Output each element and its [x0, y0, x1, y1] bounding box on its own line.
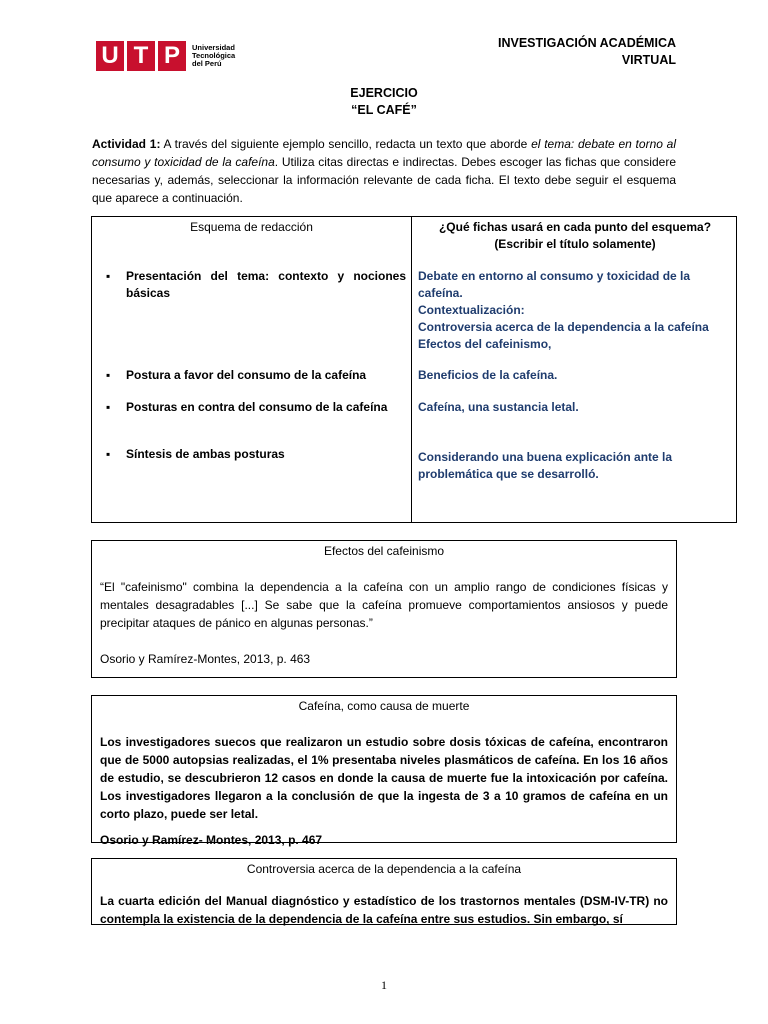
- scheme-answer-presentation: Debate en entorno al consumo y toxicidad de la cafeína. Contextualización: Controversia acerca de la dependencia a la cafeína Efectos del cafeinismo,: [418, 269, 709, 351]
- page-number: 1: [381, 978, 387, 992]
- activity-topic: el tema: debate en torno al consumo y toxicidad de la cafeína: [92, 137, 677, 169]
- scheme-point: ▪ Posturas en contra del consumo de la cafeína: [106, 400, 388, 414]
- card-body: Los investigadores suecos que realizaron un estudio sobre dosis tóxicas de cafeína, encontraron que de 5000 autopsias realizadas, el 1% presentaba niveles plasmáticos de cafeína. En los 16 años de estudio, se descubrieron 12 casos en donde la causa de muerte fue la intoxicación por cafeína. Los investigadores llegaron a la conclusión de que la ingesta de 3 a 10 gramos de cafeína en un corto plazo, puede ser letal.: [100, 735, 668, 821]
- note-card-controversia: [91, 858, 677, 925]
- activity-instructions: Actividad 1: A través del siguiente ejemplo sencillo, redacta un texto que aborde el tema: debate en torno al consumo y toxicidad de la cafeína. Utiliza citas directas e indirectas. Debes escoger las fichas que considere necesarias y, además, seleccionar la información relevante de cada ficha. El texto debe seguir el esquema que aparece a continuación.: [92, 137, 677, 205]
- note-card-cafeina-muerte: [91, 695, 677, 847]
- scheme-point: ▪ Síntesis de ambas posturas: [106, 447, 285, 461]
- scheme-header-left: Esquema de redacción: [190, 220, 313, 234]
- card-title: Cafeína, como causa de muerte: [298, 699, 470, 713]
- scheme-table: [91, 216, 737, 523]
- logo-letter-u: U: [101, 42, 119, 69]
- logo-letter-t: T: [133, 42, 149, 69]
- logo-letter-p: P: [163, 42, 180, 69]
- scheme-answer-favor: Beneficios de la cafeína.: [418, 368, 558, 382]
- page-title: EJERCICIO “EL CAFÉ”: [350, 86, 418, 117]
- logo-text: Universidad Tecnológica del Perú: [192, 43, 236, 68]
- card-citation: Osorio y Ramírez- Montes, 2013, p. 467: [100, 833, 323, 847]
- card-title: Controversia acerca de la dependencia a la cafeína: [246, 862, 522, 876]
- scheme-point: ▪ Presentación del tema: contexto y nociones básicas: [106, 269, 406, 300]
- scheme-header-right: ¿Qué fichas usará en cada punto del esquema? (Escribir el título solamente): [438, 220, 712, 251]
- utp-logo: [96, 40, 235, 72]
- scheme-point: ▪ Postura a favor del consumo de la cafeína: [106, 368, 367, 382]
- utp-logo-mark: [96, 41, 186, 71]
- card-body: La cuarta edición del Manual diagnóstico y estadístico de los trastornos mentales (DSM-IV-TR) no contempla la existencia de la dependencia de la cafeína entre sus estudios. Sin embargo, sí: [100, 894, 668, 926]
- card-citation: Osorio y Ramírez-Montes, 2013, p. 463: [100, 652, 311, 666]
- scheme-answer-against: Cafeína, una sustancia letal.: [418, 400, 579, 414]
- activity-label: Actividad 1:: [92, 137, 161, 151]
- card-quote: “El "cafeinismo" combina la dependencia a la cafeína con un amplio rango de condiciones físicas y mentales desagradables [...] Se sabe que la cafeína promueve comportamientos ansiosos y puede precipitar ataques de pánico en algunas personas.”: [100, 580, 668, 630]
- card-title: Efectos del cafeinismo: [323, 544, 445, 558]
- note-card-cafeinismo: [91, 540, 677, 678]
- scheme-answer-synthesis: Considerando una buena explicación ante la problemática que se desarrolló.: [418, 450, 673, 481]
- header-course-title: INVESTIGACIÓN ACADÉMICA VIRTUAL: [497, 36, 676, 67]
